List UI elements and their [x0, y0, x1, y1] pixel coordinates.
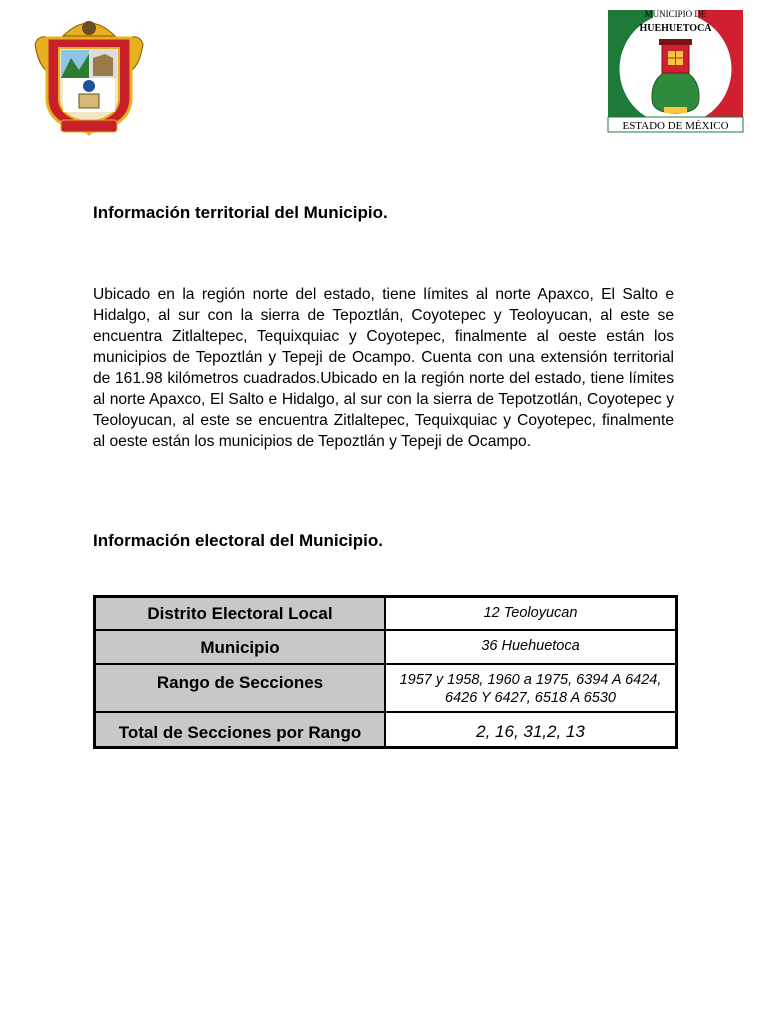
- table-row: [95, 712, 677, 748]
- logo-arc-text: HUEHUETOCA: [639, 23, 712, 34]
- electoral-info-table: [93, 595, 678, 749]
- row-label-municipio: Municipio: [95, 630, 386, 664]
- territorial-paragraph: Ubicado en la región norte del estado, tiene límites al norte Apaxco, El Salto e Hidalgo, al sur con la sierra de Tepoztlán, Coyotepec y Teoloyucan, al este se encuentra Zitlaltepec, Tequixquiac y Coyotepec, finalmente al oeste están los municipios de Tepoztlán y Tepeji de Ocampo. Cuenta con una extensión territorial de 161.98 kilómetros cuadrados.Ubicado en la región norte del estado, tiene límites al norte Apaxco, El Salto e Hidalgo, al sur con la sierra de Tepotzotlán, Coyotepec y Teoloyucan, al este se encuentra Zitlaltepec, Tequixquiac y Coyotepec, finalmente al oeste están los municipios de Tepoztlán y Tepeji de Ocampo.: [93, 286, 674, 450]
- table-row: [95, 597, 677, 631]
- row-label-total: Total de Secciones por Rango: [95, 712, 386, 748]
- estado-de-mexico-coat-of-arms-logo: [33, 14, 145, 136]
- row-value-distrito: 12 Teoloyucan: [385, 597, 677, 631]
- electoral-heading: Información electoral del Municipio.: [93, 531, 383, 550]
- table-row: [95, 630, 677, 664]
- logo-top-text: MUNICIPIO DE: [644, 9, 707, 19]
- municipio-huehuetoca-logo: [607, 9, 744, 133]
- table-row: [95, 664, 677, 712]
- row-label-rango: Rango de Secciones: [95, 664, 386, 712]
- row-value-total: 2, 16, 31,2, 13: [385, 712, 677, 748]
- logo-bottom-text: ESTADO DE MÉXICO: [622, 120, 729, 132]
- row-label-distrito: Distrito Electoral Local: [95, 597, 386, 631]
- territorial-heading: Información territorial del Municipio.: [93, 203, 388, 222]
- row-value-municipio: 36 Huehuetoca: [385, 630, 677, 664]
- row-value-rango: 1957 y 1958, 1960 a 1975, 6394 A 6424, 6426 Y 6427, 6518 A 6530: [385, 664, 677, 712]
